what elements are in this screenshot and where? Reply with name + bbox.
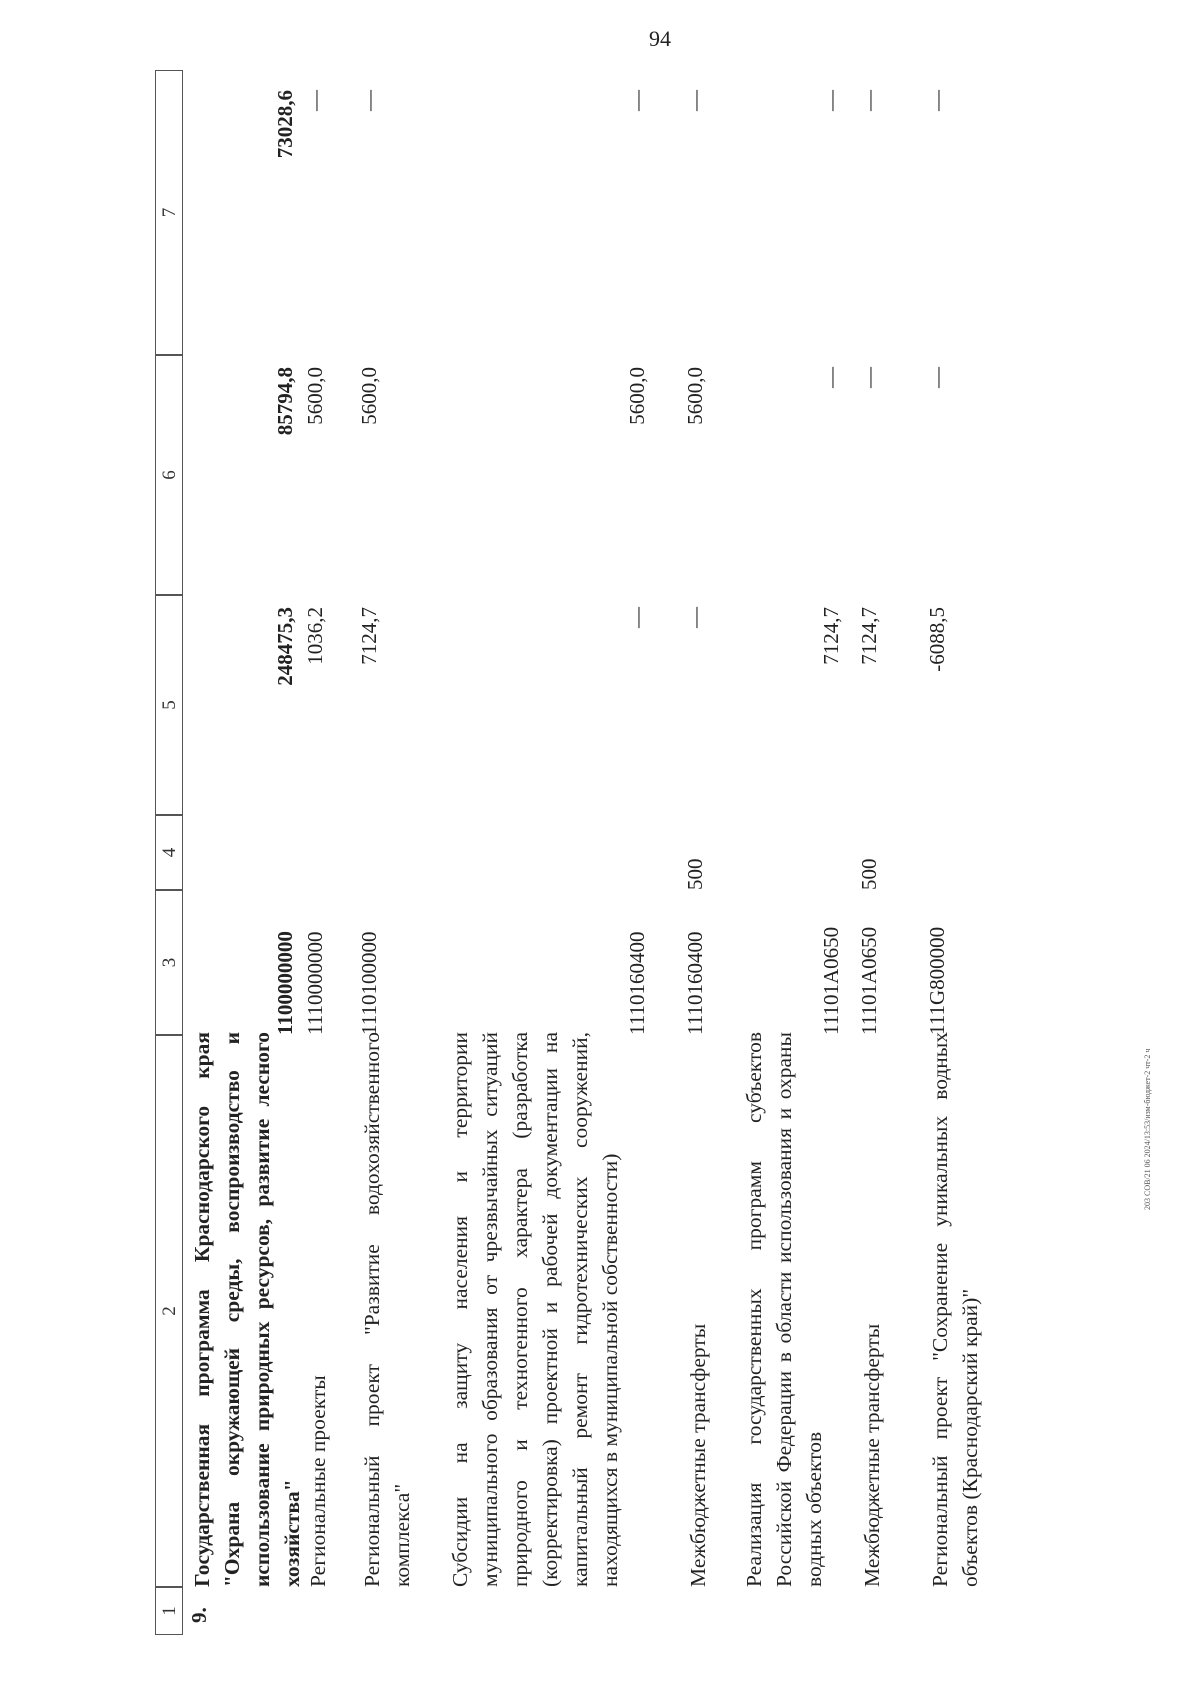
row-value-5: — bbox=[625, 607, 649, 628]
row-value-6: 85794,8 bbox=[273, 367, 297, 436]
row-name: Реализация государственных программ субъектов Российской Федерации в области использования и охраны водных объектов bbox=[742, 1032, 826, 1587]
header-col-1: 1 bbox=[155, 1587, 183, 1635]
row-value-7: — bbox=[925, 90, 949, 111]
row-code: 11101А0650 bbox=[857, 926, 881, 1035]
header-col-4: 4 bbox=[155, 815, 183, 890]
row-code: 1100000000 bbox=[273, 931, 297, 1035]
row-name: Региональный проект "Развитие водохозяйственного комплекса" bbox=[360, 1032, 414, 1587]
row-code: 1110160400 bbox=[625, 931, 649, 1035]
row-value-7: — bbox=[857, 90, 881, 111]
row-value-5: 1036,2 bbox=[303, 607, 327, 665]
row-value-7: — bbox=[625, 90, 649, 111]
row-code: 1110000000 bbox=[303, 931, 327, 1035]
row-code: 1110100000 bbox=[357, 931, 381, 1035]
row-name: Региональный проект "Сохранение уникальных водных объектов (Краснодарский край)" bbox=[928, 1032, 982, 1587]
header-col-3: 3 bbox=[155, 890, 183, 1035]
row-value-7: — bbox=[303, 90, 327, 111]
header-col-2: 2 bbox=[155, 1035, 183, 1587]
page-number: 94 bbox=[649, 26, 671, 51]
row-value-6: 5600,0 bbox=[303, 367, 327, 425]
row-value-5: 248475,3 bbox=[273, 607, 297, 686]
row-name: Государственная программа Краснодарского края "Охрана окружающей среды, воспроизводство и использование природных ресурсов, развитие лесного хозяйства" bbox=[190, 1032, 304, 1587]
row-value-6: — bbox=[819, 367, 843, 388]
row-value-5: 7124,7 bbox=[857, 607, 881, 665]
row-value-5: 7124,7 bbox=[819, 607, 843, 665]
row-code: 111G800000 bbox=[925, 926, 949, 1035]
row-number: 9. bbox=[187, 1607, 211, 1623]
rotated-budget-table bbox=[155, 70, 1095, 1635]
row-value-5: — bbox=[683, 607, 707, 628]
header-col-6: 6 bbox=[155, 355, 183, 595]
row-type: 500 bbox=[683, 858, 707, 890]
table-header bbox=[155, 70, 185, 1635]
row-value-7: 73028,6 bbox=[273, 90, 297, 159]
row-value-6: 5600,0 bbox=[357, 367, 381, 425]
row-type: 500 bbox=[857, 858, 881, 890]
row-value-6: 5600,0 bbox=[625, 367, 649, 425]
row-code: 11101А0650 bbox=[819, 926, 843, 1035]
row-value-5: 7124,7 bbox=[357, 607, 381, 665]
row-name: Субсидии на защиту населения и территории муниципального образования от чрезвычайных ситуаций природного и техногенного характера (разработка (корректировка) проектной и рабочей документации на капитальный ремонт гидротехнических сооружений, находящихся в муниципальной собственности) bbox=[448, 1032, 622, 1587]
row-code: 1110160400 bbox=[683, 931, 707, 1035]
header-col-7: 7 bbox=[155, 70, 183, 355]
row-name: Межбюджетные трансферты bbox=[686, 1323, 710, 1587]
row-value-6: — bbox=[857, 367, 881, 388]
row-value-7: — bbox=[683, 90, 707, 111]
header-col-5: 5 bbox=[155, 595, 183, 815]
row-value-5: -6088,5 bbox=[925, 607, 949, 672]
row-name: Межбюджетные трансферты bbox=[860, 1323, 884, 1587]
document-footer-code: 203 СОВ/21 06 2024/13:53/изм-бюджет-2 чт-2 ч bbox=[1143, 1048, 1152, 1210]
row-value-7: — bbox=[357, 90, 381, 111]
row-name: Региональные проекты bbox=[306, 1375, 330, 1587]
row-value-6: 5600,0 bbox=[683, 367, 707, 425]
row-value-6: — bbox=[925, 367, 949, 388]
row-value-7: — bbox=[819, 90, 843, 111]
